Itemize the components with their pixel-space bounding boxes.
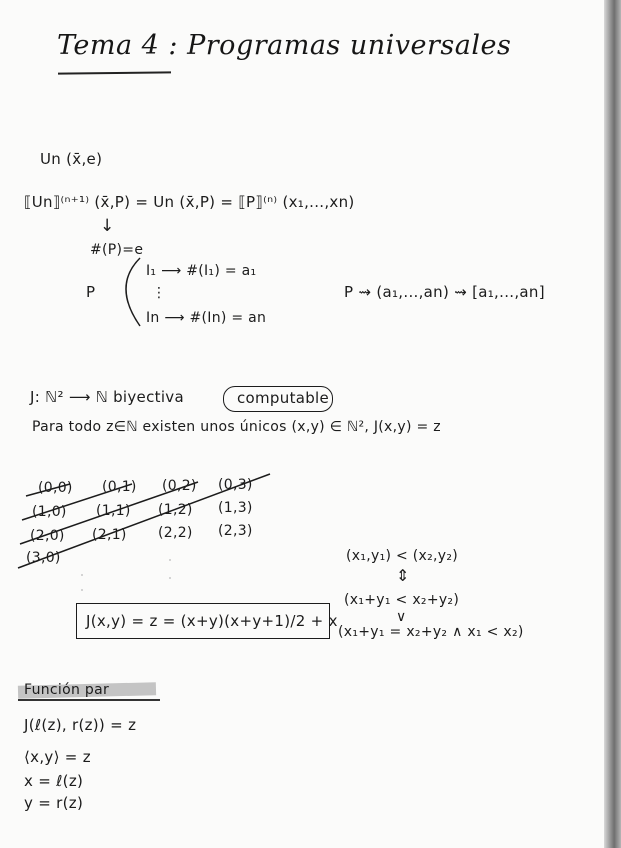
program-encoding: P ⇝ (a₁,...,an) ⇝ [a₁,...,an] bbox=[344, 283, 545, 301]
instruction-bracket bbox=[126, 258, 140, 326]
pair-cell: (0,2) bbox=[162, 478, 197, 494]
pair-cell: (0,3) bbox=[218, 477, 253, 493]
pair-bracket-notation: ⟨x,y⟩ = z bbox=[24, 748, 91, 766]
pair-function-heading: Función par bbox=[24, 682, 110, 698]
program-label: P bbox=[86, 283, 96, 301]
diagonal-line bbox=[26, 484, 70, 496]
pair-cell: (2,3) bbox=[218, 523, 253, 539]
faint-marks bbox=[81, 559, 171, 591]
uniqueness-statement: Para todo z∈ℕ existen unos únicos (x,y) ∈ ℕ², J(x,y) = z bbox=[32, 419, 441, 435]
pair-cell: (2,2) bbox=[158, 525, 193, 541]
instruction-dots: ⋮ bbox=[152, 285, 167, 301]
right-projection: y = r(z) bbox=[24, 794, 84, 812]
down-arrow: ↓ bbox=[100, 216, 115, 236]
pair-cell: (0,1) bbox=[102, 479, 137, 495]
pair-cell: (0,0) bbox=[38, 480, 73, 496]
order-sum-less: (x₁+y₁ < x₂+y₂) bbox=[344, 592, 460, 608]
left-projection: x = ℓ(z) bbox=[24, 772, 84, 790]
pair-cell: (1,1) bbox=[96, 503, 131, 519]
pair-cell: (1,3) bbox=[218, 500, 253, 516]
computable-label: computable bbox=[237, 389, 330, 407]
pair-cell: (1,0) bbox=[32, 504, 67, 520]
binding-shadow bbox=[604, 0, 621, 848]
order-sum-equal: (x₁+y₁ = x₂+y₂ ∧ x₁ < x₂) bbox=[338, 624, 524, 640]
universal-program-def: Un (x̄,e) bbox=[40, 150, 103, 168]
pair-inverse-equation: J(ℓ(z), r(z)) = z bbox=[24, 716, 137, 734]
pair-cell: (3,0) bbox=[26, 550, 61, 566]
iff-symbol: ⇕ bbox=[396, 566, 410, 585]
order-relation: (x₁,y₁) < (x₂,y₂) bbox=[346, 548, 459, 564]
program-number: #(P)=e bbox=[90, 242, 144, 258]
diagonal-line bbox=[22, 484, 132, 520]
pair-cell: (2,1) bbox=[92, 527, 127, 543]
pair-cell: (1,2) bbox=[158, 502, 193, 518]
page-title: Tema 4 : Programas universales bbox=[57, 30, 512, 61]
cantor-formula: J(x,y) = z = (x+y)(x+y+1)/2 + x bbox=[86, 612, 338, 630]
pair-cell: (2,0) bbox=[30, 528, 65, 544]
instruction-first: I₁ ⟶ #(I₁) = a₁ bbox=[146, 263, 257, 279]
pairing-bijection: J: ℕ² ⟶ ℕ biyectiva bbox=[30, 388, 184, 406]
semantics-equation: ⟦Un⟧⁽ⁿ⁺¹⁾ (x̄,P) = Un (x̄,P) = ⟦P⟧⁽ⁿ⁾ (x₁,...,xn) bbox=[24, 193, 355, 211]
or-symbol: ∨ bbox=[396, 609, 407, 625]
instruction-last: In ⟶ #(In) = an bbox=[146, 310, 267, 326]
